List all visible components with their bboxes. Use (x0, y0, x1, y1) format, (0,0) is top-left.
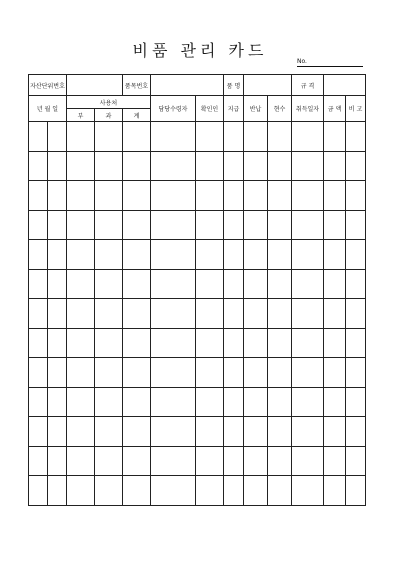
table-cell[interactable] (268, 299, 292, 329)
table-cell[interactable] (29, 240, 48, 270)
table-cell[interactable] (29, 328, 48, 358)
table-cell[interactable] (292, 387, 324, 417)
table-cell[interactable] (67, 240, 95, 270)
asset-unit-no-label: 자산단위번호 (29, 75, 67, 96)
table-cell[interactable] (292, 181, 324, 211)
table-cell[interactable] (268, 151, 292, 181)
table-cell[interactable] (224, 358, 244, 388)
table-cell[interactable] (29, 122, 48, 152)
table-row (29, 299, 366, 329)
table-cell[interactable] (244, 328, 268, 358)
table-row (29, 476, 366, 506)
table-cell[interactable] (95, 446, 123, 476)
table-cell[interactable] (48, 476, 67, 506)
table-cell[interactable] (292, 446, 324, 476)
section-header: 과 (95, 109, 123, 122)
table-cell[interactable] (67, 358, 95, 388)
table-cell[interactable] (324, 446, 346, 476)
table-cell[interactable] (29, 151, 48, 181)
table-cell[interactable] (292, 151, 324, 181)
table-cell[interactable] (95, 417, 123, 447)
register-no-label: 품목번호 (123, 75, 151, 96)
confirm-header: 확인인 (196, 96, 224, 122)
table-cell[interactable] (346, 151, 366, 181)
table-cell[interactable] (268, 240, 292, 270)
table-cell[interactable] (292, 476, 324, 506)
table-cell[interactable] (324, 269, 346, 299)
table-cell[interactable] (123, 210, 151, 240)
number-label: No. (297, 58, 307, 65)
table-cell[interactable] (67, 446, 95, 476)
table-cell[interactable] (48, 328, 67, 358)
table-cell[interactable] (324, 417, 346, 447)
table-cell[interactable] (268, 387, 292, 417)
table-cell[interactable] (123, 269, 151, 299)
table-cell[interactable] (29, 358, 48, 388)
table-cell[interactable] (268, 269, 292, 299)
table-cell[interactable] (151, 269, 196, 299)
table-cell[interactable] (268, 122, 292, 152)
table-cell[interactable] (151, 476, 196, 506)
user-department-header: 사용처 (67, 96, 151, 109)
table-cell[interactable] (67, 476, 95, 506)
table-cell[interactable] (95, 240, 123, 270)
table-cell[interactable] (224, 181, 244, 211)
table-cell[interactable] (67, 328, 95, 358)
remarks-header: 비 고 (346, 96, 366, 122)
table-cell[interactable] (196, 446, 224, 476)
table-cell[interactable] (244, 446, 268, 476)
table-cell[interactable] (346, 299, 366, 329)
table-cell[interactable] (151, 417, 196, 447)
table-cell[interactable] (29, 417, 48, 447)
table-row (29, 151, 366, 181)
table-cell[interactable] (268, 476, 292, 506)
table-cell[interactable] (346, 269, 366, 299)
table-cell[interactable] (48, 299, 67, 329)
table-cell[interactable] (123, 358, 151, 388)
table-cell[interactable] (292, 240, 324, 270)
table-cell[interactable] (346, 358, 366, 388)
table-cell[interactable] (151, 328, 196, 358)
table-cell[interactable] (67, 210, 95, 240)
table-cell[interactable] (67, 269, 95, 299)
table-cell[interactable] (48, 417, 67, 447)
table-row (29, 358, 366, 388)
info-row (29, 75, 366, 96)
table-cell[interactable] (95, 387, 123, 417)
table-cell[interactable] (224, 387, 244, 417)
table-cell[interactable] (151, 358, 196, 388)
table-cell[interactable] (95, 299, 123, 329)
table-cell[interactable] (224, 210, 244, 240)
register-no-value[interactable] (151, 75, 224, 96)
table-cell[interactable] (292, 210, 324, 240)
table-cell[interactable] (224, 299, 244, 329)
table-cell[interactable] (324, 151, 346, 181)
table-cell[interactable] (196, 476, 224, 506)
table-cell[interactable] (346, 417, 366, 447)
table-cell[interactable] (292, 328, 324, 358)
table-row (29, 417, 366, 447)
table-cell[interactable] (324, 122, 346, 152)
table-row (29, 269, 366, 299)
table-row (29, 446, 366, 476)
table-cell[interactable] (224, 122, 244, 152)
table-cell[interactable] (292, 269, 324, 299)
item-name-value[interactable] (244, 75, 292, 96)
table-cell[interactable] (29, 476, 48, 506)
table-cell[interactable] (346, 446, 366, 476)
table-cell[interactable] (48, 181, 67, 211)
table-cell[interactable] (244, 299, 268, 329)
table-cell[interactable] (196, 181, 224, 211)
table-cell[interactable] (324, 358, 346, 388)
subsection-header: 계 (123, 109, 151, 122)
table-cell[interactable] (346, 210, 366, 240)
table-cell[interactable] (123, 240, 151, 270)
table-cell[interactable] (67, 151, 95, 181)
table-row (29, 122, 366, 152)
table-cell[interactable] (29, 299, 48, 329)
asset-unit-no-value[interactable] (67, 75, 123, 96)
table-cell[interactable] (95, 181, 123, 211)
table-cell[interactable] (123, 299, 151, 329)
table-cell[interactable] (324, 476, 346, 506)
table-cell[interactable] (123, 151, 151, 181)
table-cell[interactable] (29, 446, 48, 476)
table-cell[interactable] (29, 387, 48, 417)
table-cell[interactable] (224, 151, 244, 181)
table-row (29, 387, 366, 417)
table-cell[interactable] (244, 269, 268, 299)
card-title: 비품 관리 카드 (132, 41, 268, 60)
table-cell[interactable] (196, 240, 224, 270)
table-cell[interactable] (151, 210, 196, 240)
table-cell[interactable] (95, 476, 123, 506)
acquire-date-header: 취득일자 (292, 96, 324, 122)
table-cell[interactable] (48, 269, 67, 299)
table-cell[interactable] (48, 240, 67, 270)
table-cell[interactable] (151, 122, 196, 152)
table-cell[interactable] (324, 387, 346, 417)
table-cell[interactable] (244, 240, 268, 270)
table-cell[interactable] (346, 328, 366, 358)
table-cell[interactable] (123, 387, 151, 417)
table-cell[interactable] (244, 181, 268, 211)
table-cell[interactable] (67, 122, 95, 152)
table-cell[interactable] (95, 210, 123, 240)
table-cell[interactable] (151, 387, 196, 417)
table-cell[interactable] (95, 358, 123, 388)
table-cell[interactable] (48, 387, 67, 417)
table-cell[interactable] (48, 446, 67, 476)
table-cell[interactable] (151, 299, 196, 329)
table-cell[interactable] (244, 210, 268, 240)
table-cell[interactable] (324, 181, 346, 211)
table-cell[interactable] (123, 446, 151, 476)
table-cell[interactable] (244, 387, 268, 417)
table-cell[interactable] (29, 269, 48, 299)
table-cell[interactable] (196, 387, 224, 417)
table-cell[interactable] (224, 328, 244, 358)
table-cell[interactable] (292, 122, 324, 152)
table-cell[interactable] (268, 358, 292, 388)
table-cell[interactable] (268, 181, 292, 211)
table-cell[interactable] (324, 328, 346, 358)
amount-header: 금 액 (324, 96, 346, 122)
table-cell[interactable] (95, 122, 123, 152)
table-cell[interactable] (324, 240, 346, 270)
table-cell[interactable] (151, 151, 196, 181)
table-cell[interactable] (29, 210, 48, 240)
table-cell[interactable] (123, 181, 151, 211)
table-cell[interactable] (196, 328, 224, 358)
table-cell[interactable] (67, 417, 95, 447)
table-cell[interactable] (346, 240, 366, 270)
table-row (29, 240, 366, 270)
manager-header: 담당수령자 (151, 96, 196, 122)
issue-header: 지급 (224, 96, 244, 122)
table-cell[interactable] (196, 122, 224, 152)
table-cell[interactable] (244, 151, 268, 181)
table-cell[interactable] (244, 358, 268, 388)
header-row-1 (29, 96, 366, 109)
table-cell[interactable] (67, 181, 95, 211)
table-cell[interactable] (324, 210, 346, 240)
date-header: 년 월 일 (29, 96, 67, 122)
table-cell[interactable] (123, 122, 151, 152)
table-cell[interactable] (95, 269, 123, 299)
table-cell[interactable] (346, 476, 366, 506)
table-cell[interactable] (151, 240, 196, 270)
table-cell[interactable] (244, 476, 268, 506)
return-header: 반납 (244, 96, 268, 122)
table-cell[interactable] (292, 417, 324, 447)
table-cell[interactable] (268, 210, 292, 240)
table-cell[interactable] (224, 269, 244, 299)
table-cell[interactable] (196, 358, 224, 388)
table-cell[interactable] (123, 417, 151, 447)
table-cell[interactable] (196, 299, 224, 329)
number-field (297, 58, 363, 67)
table-cell[interactable] (151, 181, 196, 211)
table-cell[interactable] (268, 446, 292, 476)
table-cell[interactable] (196, 210, 224, 240)
table-cell[interactable] (268, 328, 292, 358)
table-cell[interactable] (224, 446, 244, 476)
table-cell[interactable] (346, 181, 366, 211)
table-cell[interactable] (48, 210, 67, 240)
table-cell[interactable] (95, 151, 123, 181)
table-cell[interactable] (48, 122, 67, 152)
table-row (29, 328, 366, 358)
table-cell[interactable] (244, 122, 268, 152)
table-cell[interactable] (123, 328, 151, 358)
table-cell[interactable] (268, 417, 292, 447)
spec-label: 규 격 (292, 75, 324, 96)
quantity-header: 현수 (268, 96, 292, 122)
table-cell[interactable] (67, 299, 95, 329)
table-cell[interactable] (244, 417, 268, 447)
item-name-label: 품 명 (224, 75, 244, 96)
dept-header: 부 (67, 109, 95, 122)
table-cell[interactable] (196, 269, 224, 299)
table-cell[interactable] (29, 181, 48, 211)
table-cell[interactable] (224, 476, 244, 506)
table-cell[interactable] (292, 358, 324, 388)
table-cell[interactable] (123, 476, 151, 506)
table-cell[interactable] (224, 240, 244, 270)
table-cell[interactable] (48, 151, 67, 181)
equipment-card-table (28, 74, 366, 506)
table-cell[interactable] (48, 358, 67, 388)
table-cell[interactable] (292, 299, 324, 329)
table-cell[interactable] (196, 151, 224, 181)
table-cell[interactable] (196, 417, 224, 447)
table-row (29, 210, 366, 240)
table-cell[interactable] (151, 446, 196, 476)
table-cell[interactable] (324, 299, 346, 329)
table-cell[interactable] (224, 417, 244, 447)
table-cell[interactable] (95, 328, 123, 358)
table-cell[interactable] (346, 122, 366, 152)
table-cell[interactable] (346, 387, 366, 417)
table-row (29, 181, 366, 211)
spec-value[interactable] (324, 75, 366, 96)
table-cell[interactable] (67, 387, 95, 417)
